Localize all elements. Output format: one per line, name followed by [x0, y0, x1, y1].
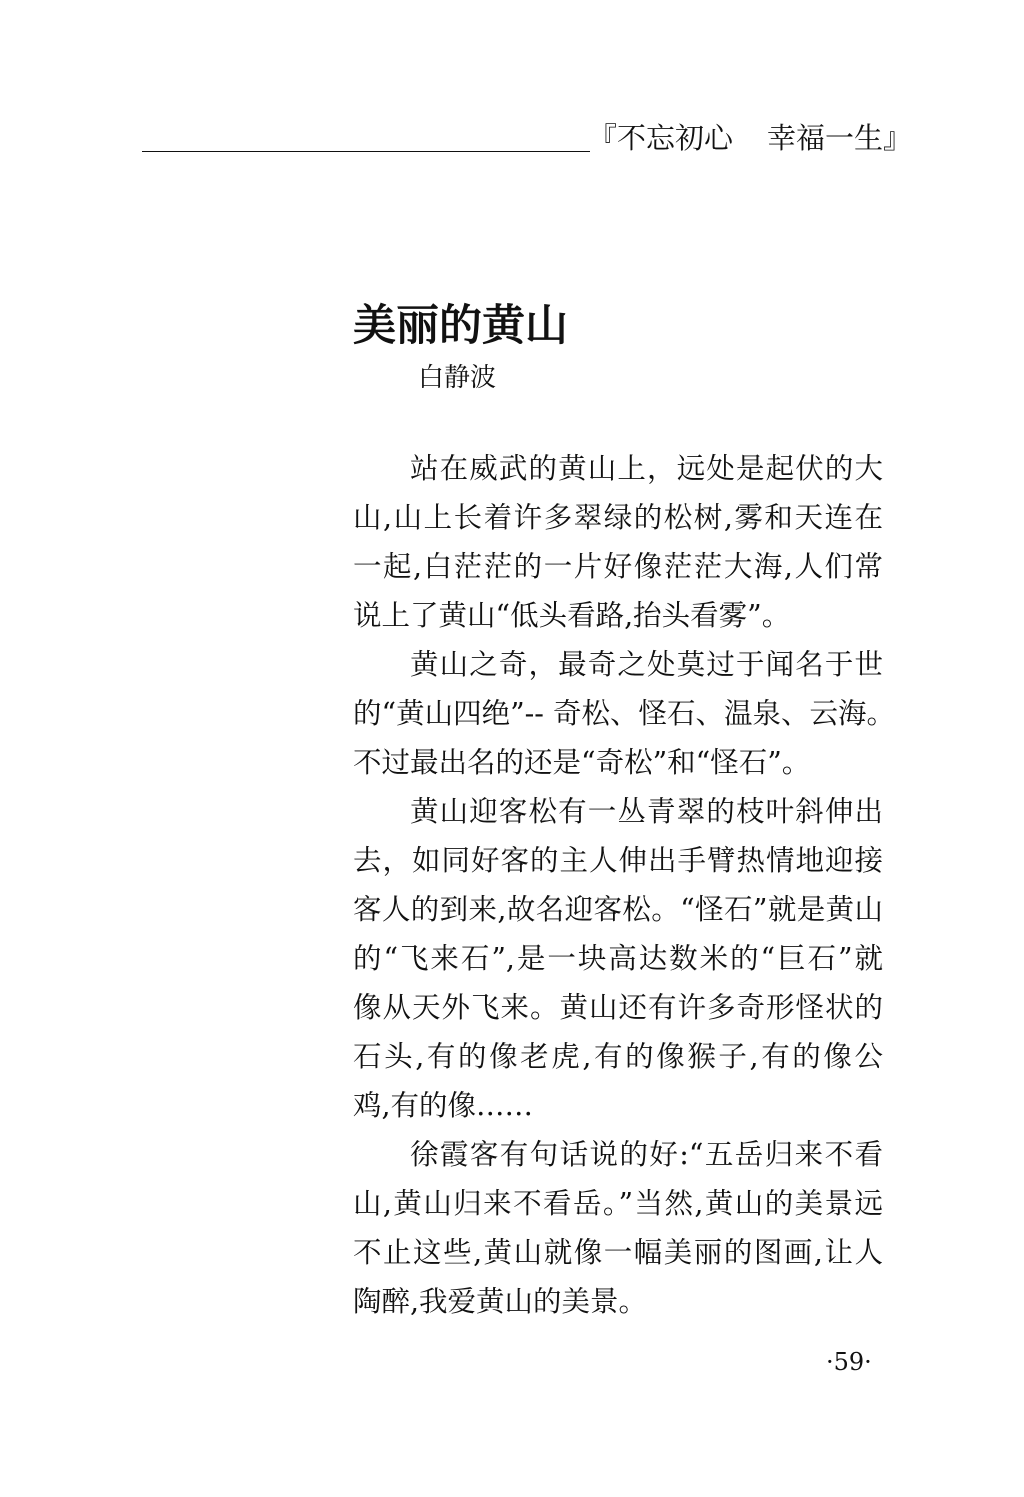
- page-number: ·59·: [826, 1348, 872, 1376]
- text-line: 山,黄山归来不看岳。”当然,黄山的美景远: [353, 1187, 883, 1220]
- text-line: 去，如同好客的主人伸出手臂热情地迎接: [353, 844, 883, 877]
- header-open-bracket: 『: [588, 121, 618, 155]
- text-line: 的“黄山四绝”-- 奇松、怪石、温泉、云海。: [353, 697, 895, 730]
- text-line: 不止这些,黄山就像一幅美丽的图画,让人: [353, 1236, 883, 1269]
- header-rule: [142, 151, 590, 152]
- running-header: [588, 118, 912, 158]
- header-close-bracket: 』: [883, 121, 913, 155]
- text-line: 的“飞来石”,是一块高达数米的“巨石”就: [353, 942, 883, 975]
- text-line: 一起,白茫茫的一片好像茫茫大海,人们常: [353, 550, 883, 583]
- text-line: 像从天外飞来。黄山还有许多奇形怪状的: [353, 991, 883, 1024]
- header-part-2: 幸福一生: [767, 121, 884, 155]
- text-line: 黄山之奇，最奇之处莫过于闻名于世: [410, 648, 883, 681]
- paragraph-2: [353, 640, 895, 787]
- paragraph-1: [353, 444, 883, 640]
- text-line: 客人的到来,故名迎客松。“怪石”就是黄山: [353, 893, 883, 926]
- text-line: 陶醉,我爱黄山的美景。: [353, 1285, 648, 1318]
- text-line: 黄山迎客松有一丛青翠的枝叶斜伸出: [410, 795, 883, 828]
- header-part-1: 不忘初心: [617, 121, 734, 155]
- text-line: 不过最出名的还是“奇松”和“怪石”。: [353, 746, 811, 779]
- text-line: 鸡,有的像……: [353, 1089, 534, 1122]
- text-line: 说上了黄山“低头看路,抬头看雾”。: [353, 599, 791, 632]
- article-body: [353, 444, 895, 1326]
- article-author: 白静波: [418, 363, 497, 393]
- text-line: 徐霞客有句话说的好:“五岳归来不看: [410, 1138, 883, 1171]
- text-line: 石头,有的像老虎,有的像猴子,有的像公: [353, 1040, 883, 1073]
- article-title: 美丽的黄山: [353, 301, 568, 351]
- text-line: 站在威武的黄山上，远处是起伏的大: [410, 452, 883, 485]
- paragraph-4: [353, 1130, 883, 1326]
- paragraph-3: [353, 787, 883, 1130]
- text-line: 山,山上长着许多翠绿的松树,雾和天连在: [353, 501, 883, 534]
